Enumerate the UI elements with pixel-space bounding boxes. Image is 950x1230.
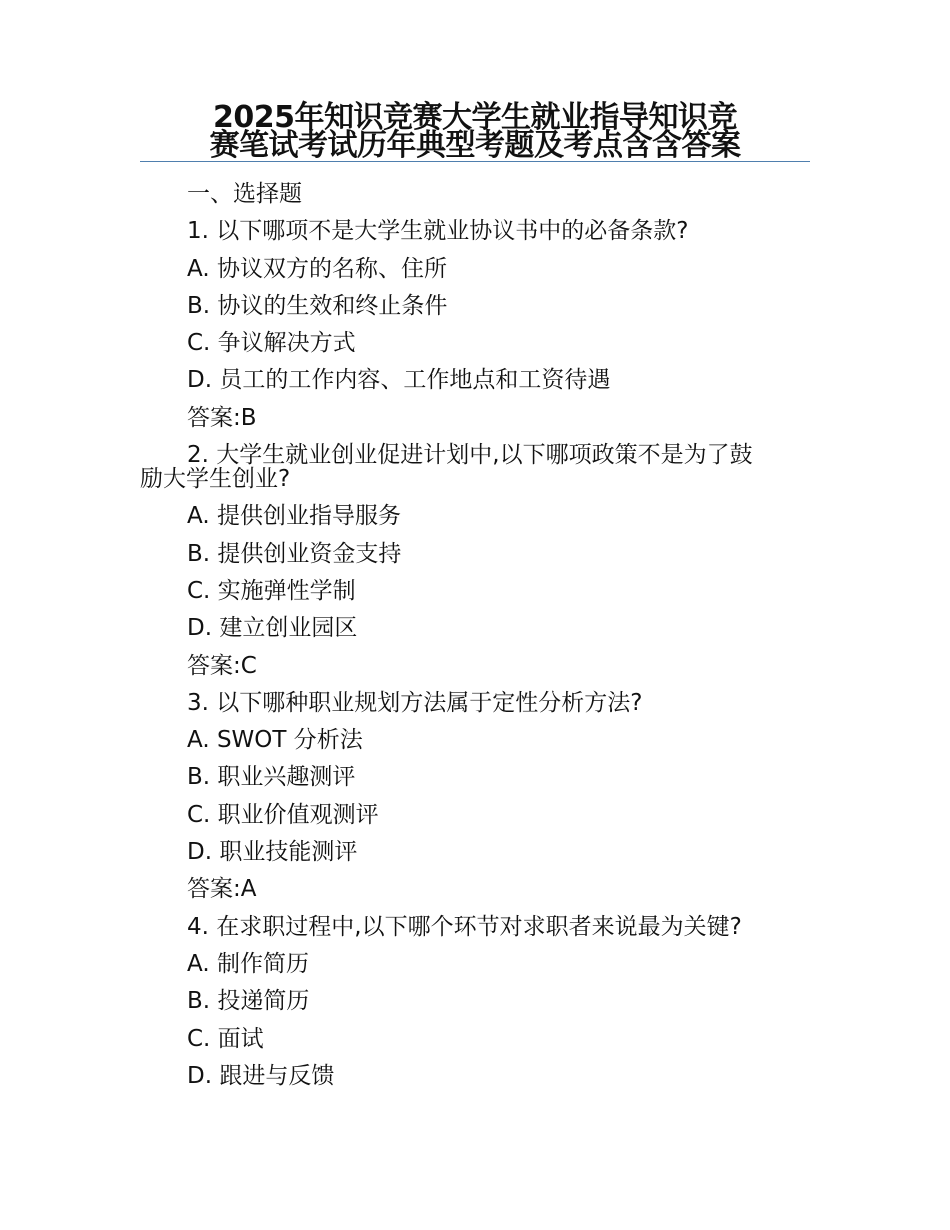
option-c: C. 争议解决方式 — [187, 330, 356, 357]
document-title-line-2: 赛笔试考试历年典型考题及考点含含答案 — [209, 128, 741, 163]
question-stem: 4. 在求职过程中,以下哪个环节对求职者来说最为关键? — [187, 913, 742, 940]
document-body — [140, 176, 812, 1095]
option-b: B. 提供创业资金支持 — [187, 540, 402, 567]
section-heading: 一、选择题 — [187, 181, 302, 207]
option-c: C. 实施弹性学制 — [187, 577, 356, 604]
question-4 — [140, 909, 812, 1095]
answer: 答案:C — [187, 652, 257, 679]
option-c: C. 职业价值观测评 — [187, 801, 379, 828]
option-b: B. 职业兴趣测评 — [187, 764, 356, 791]
question-2 — [140, 437, 812, 685]
question-stem-line-2: 励大学生创业? — [140, 466, 291, 493]
question-stem: 3. 以下哪种职业规划方法属于定性分析方法? — [187, 689, 643, 716]
document-title — [140, 100, 810, 163]
question-stem-line-1: 2. 大学生就业创业促进计划中,以下哪项政策不是为了鼓 — [187, 442, 753, 469]
option-a: A. 提供创业指导服务 — [187, 503, 401, 530]
option-a: A. 协议双方的名称、住所 — [187, 255, 447, 282]
option-c: C. 面试 — [187, 1025, 264, 1052]
question-1 — [140, 213, 812, 437]
option-a: A. 制作简历 — [187, 950, 309, 977]
option-a: A. SWOT 分析法 — [187, 727, 363, 754]
question-stem — [140, 437, 812, 498]
question-stem: 1. 以下哪项不是大学生就业协议书中的必备条款? — [187, 218, 689, 245]
option-d: D. 建立创业园区 — [187, 615, 358, 642]
option-b: B. 协议的生效和终止条件 — [187, 292, 448, 319]
document-title-line-1: 2025年知识竞赛大学生就业指导知识竞 — [213, 100, 737, 135]
option-b: B. 投递简历 — [187, 988, 310, 1015]
answer: 答案:A — [187, 876, 257, 903]
option-d: D. 员工的工作内容、工作地点和工资待遇 — [187, 367, 611, 394]
option-d: D. 职业技能测评 — [187, 839, 358, 866]
answer: 答案:B — [187, 404, 257, 431]
option-d: D. 跟进与反馈 — [187, 1062, 335, 1089]
question-3 — [140, 685, 812, 909]
title-underline — [140, 161, 810, 162]
